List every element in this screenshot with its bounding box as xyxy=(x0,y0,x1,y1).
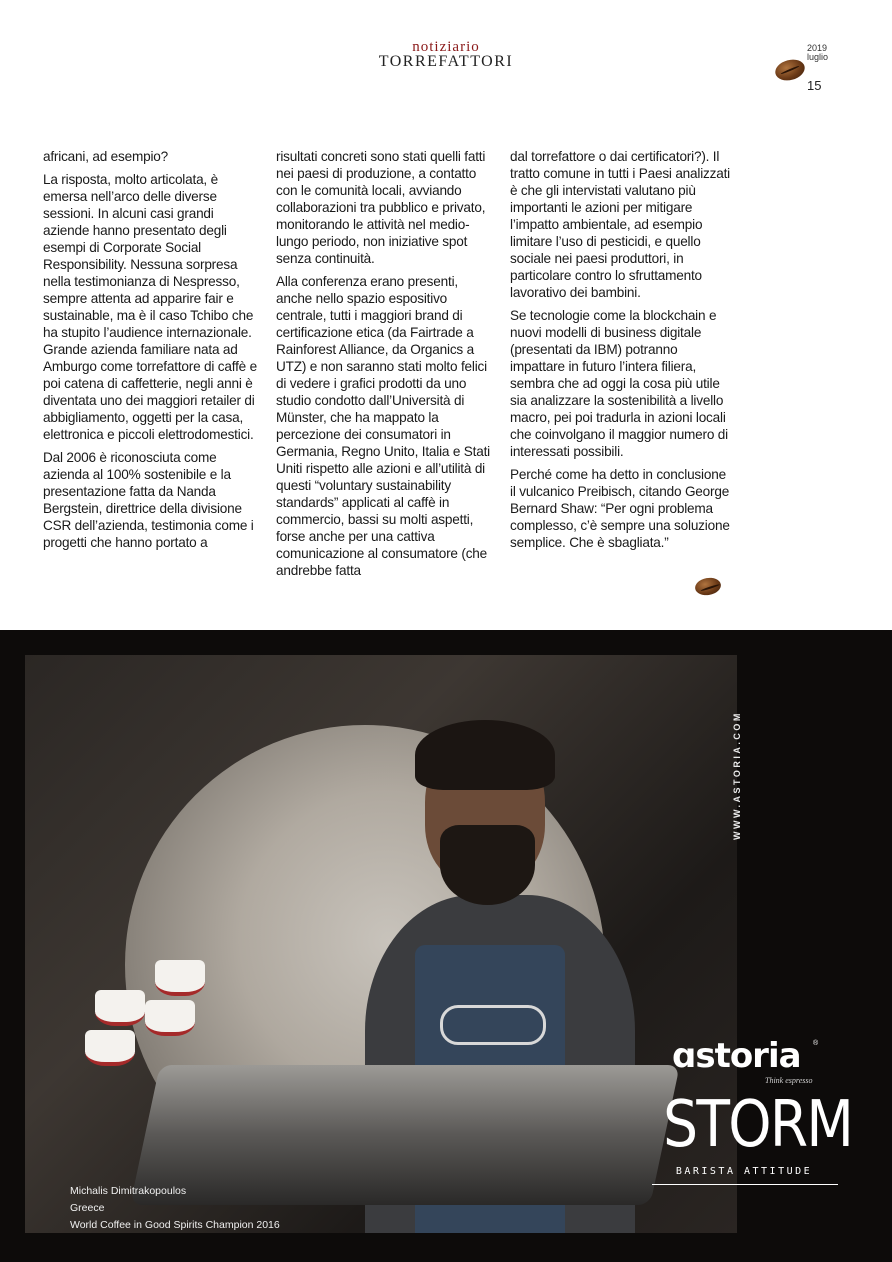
astoria-logo: ɑstoria xyxy=(672,1036,801,1076)
masthead-title: TORREFATTORI xyxy=(378,53,514,70)
product-rule xyxy=(652,1184,838,1185)
article-column-3 xyxy=(510,148,732,557)
photo-caption xyxy=(70,1183,280,1233)
registered-mark: ® xyxy=(813,1040,819,1047)
logo-tagline: Think espresso xyxy=(765,1076,813,1085)
hair xyxy=(415,720,555,790)
masthead-top: notiziario xyxy=(412,39,480,55)
paragraph: risultati concreti sono stati quelli fatti nei paesi di produzione, a contatto con le comunità locali, avviando collaborazioni tra pubblico e privato, monitorando le attività nel medio-lungo periodo, non iniziative spot senza continuità. xyxy=(276,149,486,266)
espresso-cups xyxy=(85,960,285,1070)
caption-name: Michalis Dimitrakopoulos xyxy=(70,1185,187,1197)
cup xyxy=(145,1000,195,1036)
paragraph: dal torrefattore o dai certificatori?). Il tratto comune in tutti i Paesi analizzati è che gli intervistati valutano più importanti le azioni per mitigare l’impatto ambientale, ad esempio limitare l’uso di pesticidi, e quello sociale nei paesi produttori, in particolare contro lo sfruttamento lavorativo dei bambini. xyxy=(510,149,730,300)
ad-photo xyxy=(25,655,737,1233)
paragraph: Alla conferenza erano presenti, anche nello spazio espositivo centrale, tutti i maggiori brand di certificazione etica (da Fairtrade a Rainforest Alliance, da Organics a UTZ) e non saranno stati molto felici di vedere i grafici prodotti da uno studio condotto dall’Università di Münster, che ha mappato la percezione dei consumatori in Germania, Regno Unito, Italia e Stati Uniti rispetto alle azioni e all’utilità di questi “voluntary sustainability standards” applicati al caffè in commercio, bassi su molti aspetti, forse anche per una cattiva comunicazione al consumatore (che andrebbe fatta xyxy=(276,274,490,578)
beard xyxy=(440,825,535,905)
page-number: 15 xyxy=(807,78,822,93)
end-mark-bean-icon xyxy=(694,576,723,597)
cup xyxy=(155,960,205,996)
product-subtitle: BARISTA ATTITUDE xyxy=(675,1166,813,1177)
issue-year: 2019 xyxy=(807,43,828,53)
paragraph: Dal 2006 è riconosciuta come azienda al 100% sostenibile e la presentazione fatta da Nanda Bergstein, direttrice della divisione CSR dell’azienda, testimonia come i progetti che hanno portato a xyxy=(43,450,254,550)
cup xyxy=(85,1030,135,1066)
cup xyxy=(95,990,145,1026)
paragraph: africani, ad esempio? xyxy=(43,149,169,164)
ad-url-text: WWW.ASTORIA.COM xyxy=(732,711,742,840)
paragraph: Se tecnologie come la blockchain e nuovi modelli di business digitale (presentati da IBM) potranno impattare in futuro l’intera filiera, sembra che ad oggi la cosa più utile sia analizzare la sostenibilità a livello macro, pei poi tradurla in azioni locali che coinvolgano il maggior numero di interessati possibili. xyxy=(510,308,728,459)
article-column-1 xyxy=(43,148,259,557)
ad-url xyxy=(732,710,852,840)
product-name: STORM xyxy=(663,1088,853,1162)
apron-logo xyxy=(440,1005,546,1045)
issue-month: luglio xyxy=(807,52,829,62)
issue-date xyxy=(807,44,828,62)
paragraph: Perché come ha detto in conclusione il vulcanico Preibisch, citando George Bernard Shaw: “Per ogni problema complesso, c’è sempre una soluzione semplice. Che è sbagliata.” xyxy=(510,467,730,550)
caption-title: World Coffee in Good Spirits Champion 2016 xyxy=(70,1219,280,1231)
article-column-2 xyxy=(276,148,492,585)
paragraph: La risposta, molto articolata, è emersa nell’arco delle diverse sessioni. In alcuni casi grandi aziende hanno presentato degli esempi di Corporate Social Responsibility. Nessuna sorpresa nella testimonianza di Nespresso, sempre attenta ad apparire fair e sustainable, ma è il caso Tchibo che ha stupito l’audience internazionale. Grande azienda familiare nata ad Amburgo come torrefattore di caffè e poi catena di caffetterie, negli anni è diventata uno dei maggiori retailer di abbigliamento, oggetti per la casa, elettronica e piccoli elettrodomestici. xyxy=(43,172,257,442)
caption-country: Greece xyxy=(70,1202,105,1214)
masthead xyxy=(0,40,892,70)
